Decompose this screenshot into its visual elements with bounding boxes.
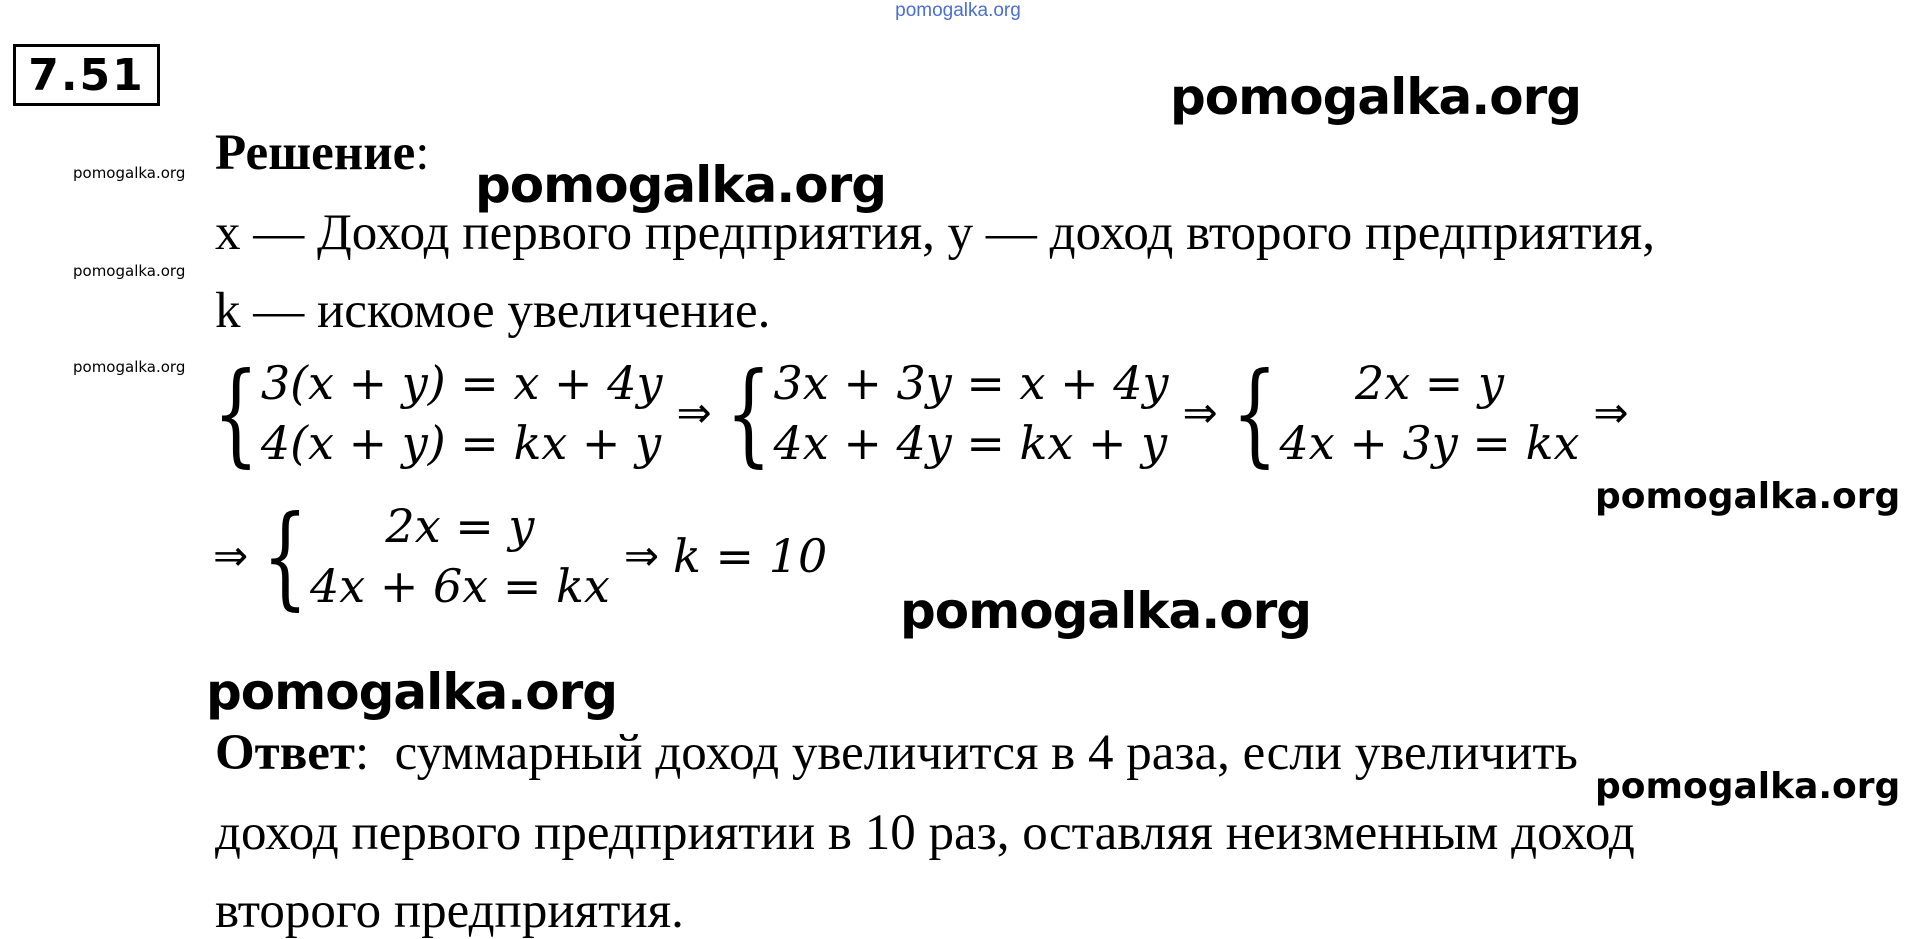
answer-text-1: суммарный доход увеличится в 4 раза, если увеличить bbox=[394, 725, 1578, 781]
equation: 2x = y bbox=[1354, 356, 1504, 410]
watermark: pomogalka.org bbox=[1595, 766, 1901, 807]
implies-arrow: ⇒ bbox=[1182, 388, 1218, 437]
result-equation: k = 10 bbox=[673, 529, 828, 583]
answer-line-3: второго предприятия. bbox=[215, 883, 684, 939]
watermark: pomogalka.org bbox=[900, 582, 1312, 640]
system-1 bbox=[260, 356, 663, 470]
answer-label: Ответ bbox=[215, 725, 355, 781]
solution-line-2: k — искомое увеличение. bbox=[215, 283, 771, 339]
solution-line-1: x — Доход первого предприятия, y — доход второго предприятия, bbox=[215, 205, 1655, 261]
system-chain-1 bbox=[213, 347, 1643, 479]
solution-heading bbox=[215, 125, 430, 181]
equation: 2x = y bbox=[385, 499, 535, 553]
equation: 4x + 4y = kx + y bbox=[773, 416, 1168, 470]
equation: 3x + 3y = x + 4y bbox=[773, 356, 1169, 410]
brace-icon: { bbox=[1231, 347, 1278, 479]
watermark: pomogalka.org bbox=[73, 358, 186, 376]
system-3 bbox=[1279, 356, 1580, 470]
brace-icon: { bbox=[262, 490, 309, 622]
equation: 4x + 3y = kx bbox=[1279, 416, 1580, 470]
watermark: pomogalka.org bbox=[206, 663, 618, 721]
answer-line-2: доход первого предприятии в 10 раз, оставляя неизменным доход bbox=[215, 805, 1635, 861]
implies-arrow: ⇒ bbox=[1593, 388, 1629, 437]
solution-label: Решение bbox=[215, 125, 416, 181]
solution-colon: : bbox=[415, 125, 430, 181]
brace-icon: { bbox=[213, 347, 259, 479]
brace-icon: { bbox=[725, 347, 772, 479]
equation: 4x + 6x = kx bbox=[310, 559, 610, 613]
problem-number: 7.51 bbox=[13, 44, 160, 106]
watermark: pomogalka.org bbox=[73, 164, 186, 182]
watermark: pomogalka.org bbox=[1595, 476, 1901, 517]
system-4 bbox=[310, 499, 610, 613]
answer-line-1 bbox=[215, 725, 1578, 781]
watermark: pomogalka.org bbox=[73, 262, 186, 280]
watermark: pomogalka.org bbox=[1170, 68, 1582, 126]
implies-arrow: ⇒ bbox=[213, 531, 249, 580]
equation: 3(x + y) = x + 4y bbox=[260, 356, 663, 410]
system-2 bbox=[773, 356, 1169, 470]
watermark: pomogalka.org bbox=[475, 156, 887, 214]
equation: 4(x + y) = kx + y bbox=[260, 416, 662, 470]
implies-arrow: ⇒ bbox=[623, 531, 660, 580]
system-chain-2 bbox=[213, 490, 828, 622]
implies-arrow: ⇒ bbox=[676, 388, 712, 437]
site-link[interactable]: pomogalka.org bbox=[895, 0, 1021, 21]
answer-colon: : bbox=[354, 725, 370, 781]
